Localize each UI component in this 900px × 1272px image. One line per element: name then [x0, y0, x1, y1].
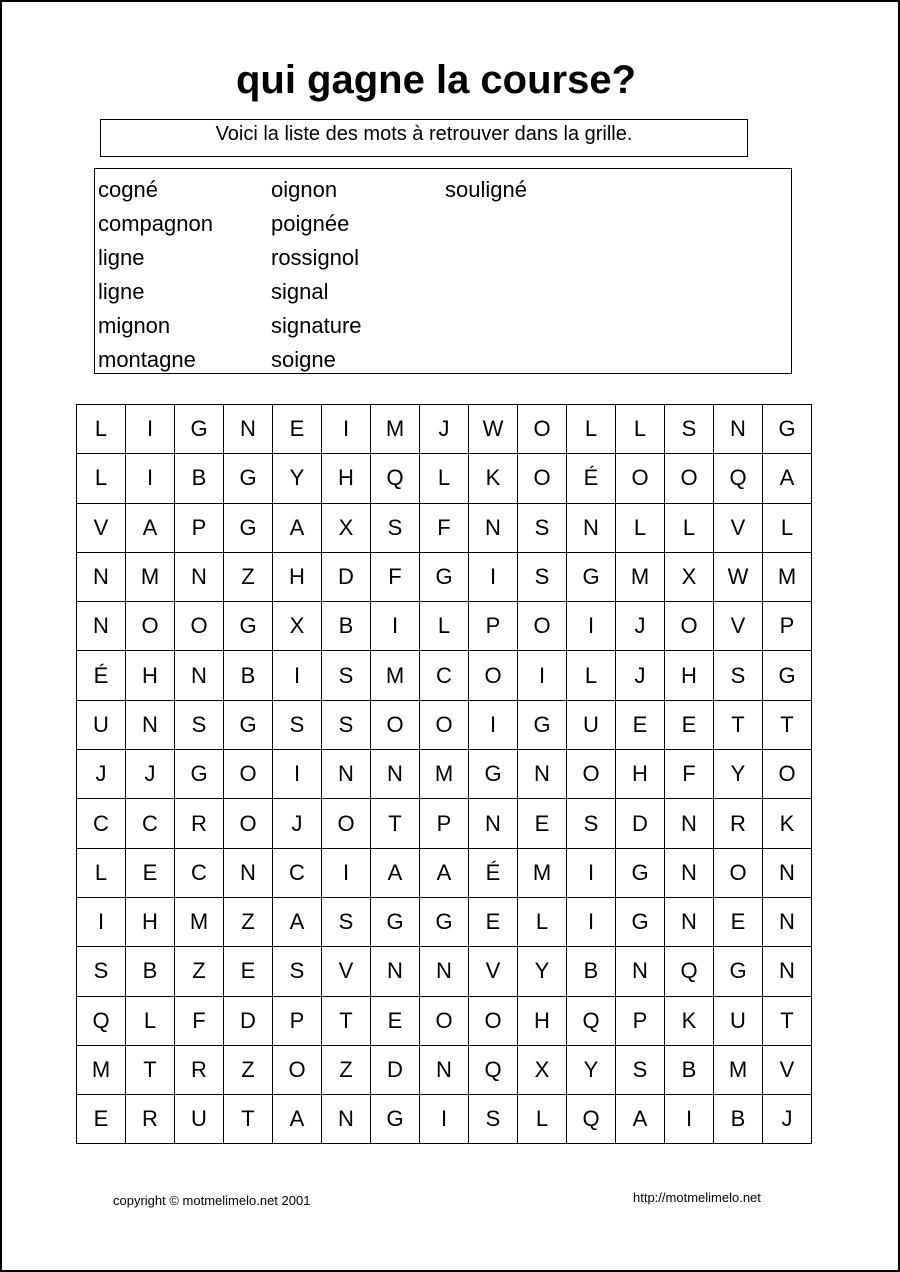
- word-list-item: ligne: [98, 245, 145, 270]
- grid-cell[interactable]: L: [77, 405, 126, 454]
- grid-cell[interactable]: Q: [567, 1095, 616, 1144]
- word-column: [271, 173, 362, 377]
- grid-cell[interactable]: O: [665, 454, 714, 503]
- grid-cell[interactable]: N: [469, 799, 518, 848]
- grid-cell[interactable]: O: [175, 602, 224, 651]
- grid-cell[interactable]: J: [420, 405, 469, 454]
- grid-cell[interactable]: O: [567, 750, 616, 799]
- grid-cell[interactable]: L: [420, 454, 469, 503]
- grid-cell[interactable]: E: [77, 1095, 126, 1144]
- grid-cell[interactable]: B: [665, 1045, 714, 1094]
- grid-cell[interactable]: G: [175, 405, 224, 454]
- grid-cell[interactable]: G: [763, 651, 812, 700]
- grid-cell[interactable]: L: [665, 503, 714, 552]
- grid-cell[interactable]: M: [371, 651, 420, 700]
- grid-cell[interactable]: G: [616, 897, 665, 946]
- grid-row: [77, 454, 812, 503]
- grid-cell[interactable]: B: [322, 602, 371, 651]
- grid-cell[interactable]: I: [371, 602, 420, 651]
- grid-cell[interactable]: C: [273, 848, 322, 897]
- grid-cell[interactable]: V: [714, 503, 763, 552]
- grid-cell[interactable]: Z: [322, 1045, 371, 1094]
- grid-cell[interactable]: M: [175, 897, 224, 946]
- grid-cell[interactable]: O: [420, 700, 469, 749]
- word-list-item: oignon: [271, 177, 338, 202]
- grid-row: [77, 602, 812, 651]
- grid-cell[interactable]: V: [77, 503, 126, 552]
- grid-cell[interactable]: Q: [469, 1045, 518, 1094]
- grid-cell[interactable]: E: [224, 947, 273, 996]
- grid-cell[interactable]: Y: [518, 947, 567, 996]
- grid-cell[interactable]: N: [763, 848, 812, 897]
- grid-cell[interactable]: N: [371, 750, 420, 799]
- grid-cell[interactable]: A: [763, 454, 812, 503]
- grid-cell[interactable]: G: [224, 503, 273, 552]
- grid-cell[interactable]: G: [420, 552, 469, 601]
- grid-cell[interactable]: L: [126, 996, 175, 1045]
- grid-cell[interactable]: P: [420, 799, 469, 848]
- grid-cell[interactable]: O: [763, 750, 812, 799]
- grid-cell[interactable]: I: [518, 651, 567, 700]
- grid-cell[interactable]: I: [469, 552, 518, 601]
- grid-cell[interactable]: M: [420, 750, 469, 799]
- word-list-item: signal: [271, 279, 329, 304]
- grid-cell[interactable]: A: [126, 503, 175, 552]
- grid-cell[interactable]: F: [420, 503, 469, 552]
- grid-cell[interactable]: O: [714, 848, 763, 897]
- grid-cell[interactable]: B: [126, 947, 175, 996]
- grid-row: [77, 503, 812, 552]
- grid-cell[interactable]: A: [371, 848, 420, 897]
- grid-cell[interactable]: N: [420, 947, 469, 996]
- grid-cell[interactable]: N: [224, 405, 273, 454]
- grid-cell[interactable]: U: [77, 700, 126, 749]
- grid-cell[interactable]: S: [322, 700, 371, 749]
- grid-cell[interactable]: Q: [665, 947, 714, 996]
- grid-cell[interactable]: H: [126, 897, 175, 946]
- grid-cell[interactable]: N: [77, 602, 126, 651]
- grid-cell[interactable]: I: [567, 848, 616, 897]
- grid-cell[interactable]: S: [469, 1095, 518, 1144]
- grid-cell[interactable]: P: [616, 996, 665, 1045]
- grid-cell[interactable]: O: [224, 750, 273, 799]
- grid-cell[interactable]: V: [322, 947, 371, 996]
- grid-cell[interactable]: J: [273, 799, 322, 848]
- grid-cell[interactable]: L: [567, 405, 616, 454]
- grid-cell[interactable]: S: [518, 503, 567, 552]
- grid-cell[interactable]: N: [322, 750, 371, 799]
- word-list-item: mignon: [98, 313, 171, 338]
- grid-cell[interactable]: G: [224, 602, 273, 651]
- grid-cell[interactable]: S: [616, 1045, 665, 1094]
- grid-cell[interactable]: V: [469, 947, 518, 996]
- grid-cell[interactable]: V: [763, 1045, 812, 1094]
- grid-cell[interactable]: M: [518, 848, 567, 897]
- grid-cell[interactable]: I: [126, 454, 175, 503]
- grid-cell[interactable]: S: [77, 947, 126, 996]
- grid-cell[interactable]: N: [665, 799, 714, 848]
- grid-cell[interactable]: G: [616, 848, 665, 897]
- grid-cell[interactable]: É: [469, 848, 518, 897]
- grid-cell[interactable]: O: [665, 602, 714, 651]
- grid-row: [77, 552, 812, 601]
- grid-cell[interactable]: S: [371, 503, 420, 552]
- grid-cell[interactable]: N: [322, 1095, 371, 1144]
- grid-cell[interactable]: C: [420, 651, 469, 700]
- grid-cell[interactable]: O: [273, 1045, 322, 1094]
- grid-cell[interactable]: H: [616, 750, 665, 799]
- grid-cell[interactable]: X: [273, 602, 322, 651]
- grid-cell[interactable]: N: [763, 897, 812, 946]
- grid-cell[interactable]: X: [322, 503, 371, 552]
- grid-cell[interactable]: G: [371, 1095, 420, 1144]
- grid-cell[interactable]: B: [567, 947, 616, 996]
- grid-cell[interactable]: O: [371, 700, 420, 749]
- grid-cell[interactable]: J: [763, 1095, 812, 1144]
- grid-cell[interactable]: K: [469, 454, 518, 503]
- grid-cell[interactable]: L: [77, 454, 126, 503]
- grid-cell[interactable]: N: [224, 848, 273, 897]
- grid-cell[interactable]: L: [763, 503, 812, 552]
- grid-cell[interactable]: I: [77, 897, 126, 946]
- grid-cell[interactable]: D: [322, 552, 371, 601]
- grid-cell[interactable]: O: [616, 454, 665, 503]
- grid-cell[interactable]: O: [518, 602, 567, 651]
- grid-cell[interactable]: S: [714, 651, 763, 700]
- grid-cell[interactable]: F: [371, 552, 420, 601]
- grid-cell[interactable]: O: [469, 651, 518, 700]
- grid-cell[interactable]: G: [420, 897, 469, 946]
- word-list-item: montagne: [98, 347, 196, 372]
- grid-cell[interactable]: N: [175, 552, 224, 601]
- grid-cell[interactable]: J: [77, 750, 126, 799]
- grid-cell[interactable]: M: [616, 552, 665, 601]
- grid-cell[interactable]: C: [77, 799, 126, 848]
- grid-cell[interactable]: G: [224, 700, 273, 749]
- grid-cell[interactable]: O: [420, 996, 469, 1045]
- grid-cell[interactable]: Z: [224, 897, 273, 946]
- grid-row: [77, 848, 812, 897]
- grid-cell[interactable]: T: [322, 996, 371, 1045]
- instructions-text: Voici la liste des mots à retrouver dans la grille.: [215, 123, 633, 145]
- grid-cell[interactable]: F: [175, 996, 224, 1045]
- grid-cell[interactable]: W: [714, 552, 763, 601]
- grid-row: [77, 799, 812, 848]
- grid-cell[interactable]: S: [273, 700, 322, 749]
- grid-cell[interactable]: G: [371, 897, 420, 946]
- grid-cell[interactable]: N: [567, 503, 616, 552]
- grid-cell[interactable]: S: [567, 799, 616, 848]
- grid-cell[interactable]: I: [322, 405, 371, 454]
- grid-cell[interactable]: E: [371, 996, 420, 1045]
- grid-cell[interactable]: N: [665, 848, 714, 897]
- grid-cell[interactable]: N: [126, 700, 175, 749]
- grid-cell[interactable]: J: [616, 651, 665, 700]
- grid-cell[interactable]: L: [518, 897, 567, 946]
- grid-cell[interactable]: S: [518, 552, 567, 601]
- grid-cell[interactable]: H: [273, 552, 322, 601]
- grid-cell[interactable]: N: [616, 947, 665, 996]
- grid-cell[interactable]: U: [714, 996, 763, 1045]
- grid-cell[interactable]: Y: [273, 454, 322, 503]
- grid-cell[interactable]: I: [567, 897, 616, 946]
- grid-row: [77, 1095, 812, 1144]
- grid-cell[interactable]: H: [518, 996, 567, 1045]
- word-list-box: [94, 168, 792, 374]
- grid-cell[interactable]: E: [714, 897, 763, 946]
- grid-cell[interactable]: R: [175, 799, 224, 848]
- grid-cell[interactable]: M: [126, 552, 175, 601]
- grid-cell[interactable]: A: [273, 897, 322, 946]
- grid-cell[interactable]: S: [175, 700, 224, 749]
- grid-cell[interactable]: I: [420, 1095, 469, 1144]
- grid-cell[interactable]: C: [126, 799, 175, 848]
- grid-cell[interactable]: I: [126, 405, 175, 454]
- grid-cell[interactable]: D: [224, 996, 273, 1045]
- grid-cell[interactable]: O: [224, 799, 273, 848]
- grid-cell[interactable]: E: [126, 848, 175, 897]
- grid-cell[interactable]: A: [420, 848, 469, 897]
- grid-cell[interactable]: Z: [175, 947, 224, 996]
- grid-cell[interactable]: Z: [224, 1045, 273, 1094]
- word-list-item: compagnon: [98, 211, 213, 236]
- grid-cell[interactable]: X: [518, 1045, 567, 1094]
- word-list-item: souligné: [445, 177, 527, 202]
- grid-cell[interactable]: B: [175, 454, 224, 503]
- grid-cell[interactable]: T: [763, 996, 812, 1045]
- grid-row: [77, 750, 812, 799]
- grid-cell[interactable]: H: [665, 651, 714, 700]
- grid-cell[interactable]: G: [567, 552, 616, 601]
- grid-cell[interactable]: E: [273, 405, 322, 454]
- page-title: qui gagne la course?: [235, 58, 637, 102]
- grid-cell[interactable]: E: [469, 897, 518, 946]
- grid-cell[interactable]: L: [420, 602, 469, 651]
- grid-cell[interactable]: J: [616, 602, 665, 651]
- word-list-item: poignée: [271, 211, 350, 236]
- grid-cell[interactable]: N: [371, 947, 420, 996]
- grid-row: [77, 1045, 812, 1094]
- grid-cell[interactable]: P: [273, 996, 322, 1045]
- grid-cell[interactable]: L: [616, 405, 665, 454]
- grid-cell[interactable]: D: [371, 1045, 420, 1094]
- word-list-item: signature: [271, 313, 362, 338]
- grid-cell[interactable]: N: [420, 1045, 469, 1094]
- grid-cell[interactable]: J: [126, 750, 175, 799]
- grid-cell[interactable]: N: [714, 405, 763, 454]
- grid-cell[interactable]: L: [77, 848, 126, 897]
- grid-cell[interactable]: D: [616, 799, 665, 848]
- grid-cell[interactable]: B: [224, 651, 273, 700]
- grid-cell[interactable]: I: [567, 602, 616, 651]
- grid-cell[interactable]: F: [665, 750, 714, 799]
- grid-row: [77, 700, 812, 749]
- grid-cell[interactable]: A: [273, 1095, 322, 1144]
- grid-cell[interactable]: M: [714, 1045, 763, 1094]
- grid-cell[interactable]: H: [126, 651, 175, 700]
- grid-cell[interactable]: G: [763, 405, 812, 454]
- grid-cell[interactable]: I: [322, 848, 371, 897]
- grid-cell[interactable]: É: [567, 454, 616, 503]
- grid-cell[interactable]: I: [469, 700, 518, 749]
- grid-cell[interactable]: R: [714, 799, 763, 848]
- grid-cell[interactable]: G: [469, 750, 518, 799]
- grid-cell[interactable]: P: [175, 503, 224, 552]
- grid-cell[interactable]: X: [665, 552, 714, 601]
- grid-row: [77, 996, 812, 1045]
- word-column: [98, 173, 213, 377]
- grid-cell[interactable]: Y: [567, 1045, 616, 1094]
- grid-cell[interactable]: O: [518, 454, 567, 503]
- grid-cell[interactable]: S: [273, 947, 322, 996]
- grid-cell[interactable]: R: [175, 1045, 224, 1094]
- grid-cell[interactable]: P: [763, 602, 812, 651]
- instructions-box: [100, 119, 748, 157]
- grid-cell[interactable]: C: [175, 848, 224, 897]
- word-list-item: ligne: [98, 279, 145, 304]
- grid-cell[interactable]: É: [77, 651, 126, 700]
- grid-cell[interactable]: N: [77, 552, 126, 601]
- grid-row: [77, 651, 812, 700]
- grid-cell[interactable]: Z: [224, 552, 273, 601]
- grid-cell[interactable]: T: [714, 700, 763, 749]
- grid-row: [77, 405, 812, 454]
- grid-cell[interactable]: R: [126, 1095, 175, 1144]
- grid-cell[interactable]: O: [469, 996, 518, 1045]
- grid-cell[interactable]: O: [322, 799, 371, 848]
- grid-cell[interactable]: T: [224, 1095, 273, 1144]
- grid-cell[interactable]: M: [371, 405, 420, 454]
- grid-cell[interactable]: Q: [77, 996, 126, 1045]
- grid-cell[interactable]: A: [273, 503, 322, 552]
- grid-cell[interactable]: E: [616, 700, 665, 749]
- grid-cell[interactable]: S: [665, 405, 714, 454]
- grid-cell[interactable]: K: [763, 799, 812, 848]
- grid-cell[interactable]: P: [469, 602, 518, 651]
- grid-cell[interactable]: G: [224, 454, 273, 503]
- grid-cell[interactable]: U: [175, 1095, 224, 1144]
- grid-cell[interactable]: L: [616, 503, 665, 552]
- grid-cell[interactable]: M: [77, 1045, 126, 1094]
- grid-cell[interactable]: V: [714, 602, 763, 651]
- grid-cell[interactable]: I: [665, 1095, 714, 1144]
- grid-cell[interactable]: T: [126, 1045, 175, 1094]
- grid-cell[interactable]: M: [763, 552, 812, 601]
- grid-cell[interactable]: N: [763, 947, 812, 996]
- word-search-grid: [76, 404, 812, 1144]
- footer-copyright: copyright © motmelimelo.net 2001: [113, 1193, 311, 1208]
- grid-cell[interactable]: L: [518, 1095, 567, 1144]
- grid-cell[interactable]: A: [616, 1095, 665, 1144]
- grid-cell[interactable]: E: [518, 799, 567, 848]
- grid-cell[interactable]: U: [567, 700, 616, 749]
- grid-cell[interactable]: K: [665, 996, 714, 1045]
- word-list-item: cogné: [98, 177, 158, 202]
- grid-cell[interactable]: I: [273, 651, 322, 700]
- footer-url[interactable]: http://motmelimelo.net: [633, 1190, 761, 1205]
- grid-cell[interactable]: O: [518, 405, 567, 454]
- word-list-item: rossignol: [271, 245, 360, 270]
- grid-cell[interactable]: S: [322, 897, 371, 946]
- grid-cell[interactable]: G: [175, 750, 224, 799]
- grid-cell[interactable]: L: [567, 651, 616, 700]
- grid-cell[interactable]: Q: [371, 454, 420, 503]
- word-list-item: soigne: [271, 347, 336, 372]
- grid-row: [77, 947, 812, 996]
- word-column: [445, 173, 527, 207]
- grid-cell[interactable]: Q: [714, 454, 763, 503]
- grid-cell[interactable]: E: [665, 700, 714, 749]
- grid-cell[interactable]: O: [126, 602, 175, 651]
- grid-cell[interactable]: N: [469, 503, 518, 552]
- grid-cell[interactable]: N: [175, 651, 224, 700]
- grid-row: [77, 897, 812, 946]
- grid-cell[interactable]: S: [322, 651, 371, 700]
- grid-cell[interactable]: G: [714, 947, 763, 996]
- grid-cell[interactable]: T: [763, 700, 812, 749]
- grid-cell[interactable]: W: [469, 405, 518, 454]
- grid-cell[interactable]: G: [518, 700, 567, 749]
- grid-cell[interactable]: N: [518, 750, 567, 799]
- grid-cell[interactable]: H: [322, 454, 371, 503]
- grid-cell[interactable]: Y: [714, 750, 763, 799]
- grid-cell[interactable]: I: [273, 750, 322, 799]
- grid-cell[interactable]: T: [371, 799, 420, 848]
- grid-cell[interactable]: N: [665, 897, 714, 946]
- grid-cell[interactable]: Q: [567, 996, 616, 1045]
- grid-cell[interactable]: B: [714, 1095, 763, 1144]
